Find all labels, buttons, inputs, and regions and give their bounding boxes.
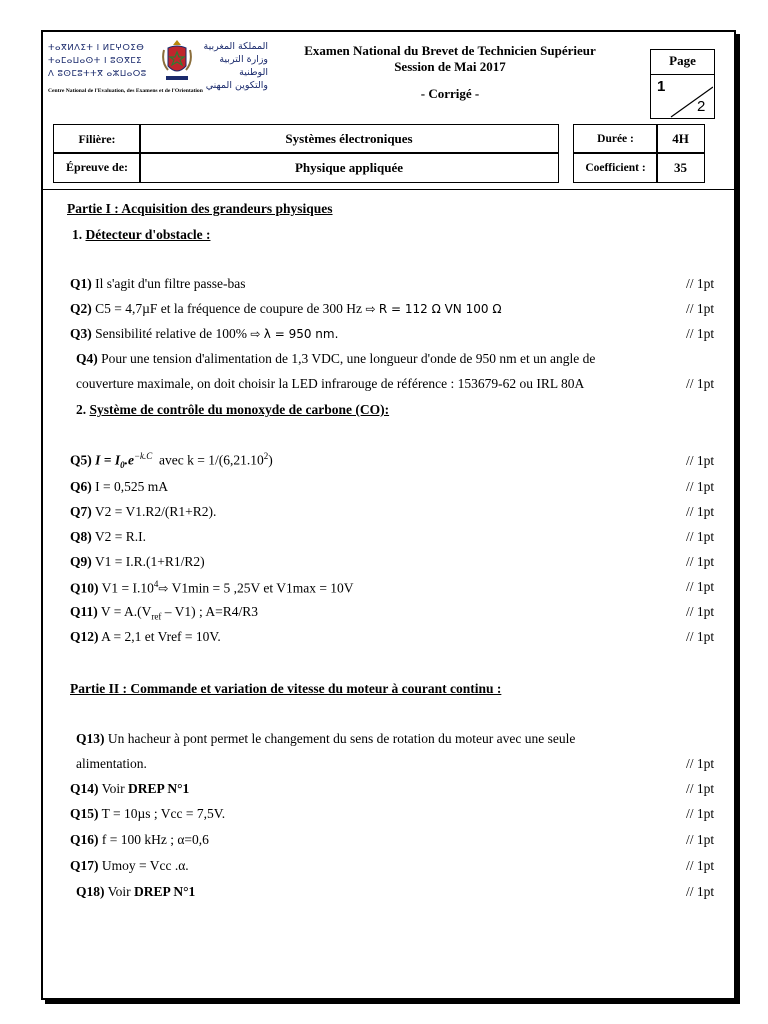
q17-text: Umoy = Vcc .α. [101,858,189,873]
q15-line [70,806,225,822]
subsection-title: Détecteur d'obstacle : [85,227,211,242]
q11-line [70,604,258,622]
coat-of-arms-icon [160,38,194,84]
q18-ref: DREP N°1 [134,884,196,899]
q7-label: Q7) [70,504,92,519]
center-name: Centre National de l'Evaluation, des Examens et de l'Orientation [48,88,203,94]
q2-text: C5 = 4,7µF et la fréquence de coupure de 300 Hz [95,301,363,316]
q12-label: Q12) [70,629,99,644]
subsection-2 [76,402,389,418]
page-label: Page [669,53,696,68]
logo-arabic-line: وزارة التربية الوطنية [219,54,268,78]
subsection-number: 1. [72,227,83,242]
exam-title-line1: Examen National du Brevet de Technicien Supérieur [304,43,596,58]
points: // 1pt [686,858,715,873]
q13-text-b: alimentation. [76,756,147,771]
page-number-box [650,49,715,119]
q6-label: Q6) [70,479,92,494]
q5-sup: 2 [263,451,269,461]
logo-arabic-line: المملكة المغربية [203,41,268,52]
q8-label: Q8) [70,529,92,544]
partie1-heading: Partie I : Acquisition des grandeurs physiques [67,201,333,216]
logo-arabic [198,40,268,92]
filiere-label: Filière: [53,124,141,154]
points: // 1pt [686,301,715,316]
points: // 1pt [686,781,715,796]
subsection-title: Système de contrôle du monoxyde de carbone (CO): [89,402,390,417]
q16-line [70,832,209,848]
q12-text: A = 2,1 et Vref = 10V. [101,629,221,644]
q3-text: Sensibilité relative de 100% [95,326,247,341]
q4-label: Q4) [76,351,98,366]
partie2-heading: Partie II : Commande et variation de vitesse du moteur à courant continu : [70,681,502,696]
logo-tifinagh-line: ⵜⴰⴳⵍⴷⵉⵜ ⵏ ⵍⵎⵖⵔⵉⴱ [48,43,145,53]
page-total: 2 [697,98,706,115]
duree-label: Durée : [573,124,658,154]
q14-ref: DREP N°1 [128,781,190,796]
q5-exp: −k.C [133,451,153,461]
q18-text: Voir [107,884,131,899]
q13-label: Q13) [76,731,105,746]
q2-result: R = 112 Ω VN 100 Ω [378,302,502,316]
ministry-logo [48,38,268,98]
q5-label: Q5) [70,452,92,468]
q17-line [70,858,189,874]
q1-label: Q1) [70,276,92,291]
q6-line [70,479,168,495]
q13-line-a [76,731,575,747]
coefficient-label: Coefficient : [573,152,658,183]
arrow-right-icon: ⇨ [365,302,376,316]
q1-text: Il s'agit d'un filtre passe-bas [95,276,246,291]
q18-label: Q18) [76,884,105,899]
points: // 1pt [686,629,715,644]
header-divider [41,189,736,190]
q2-line [70,301,502,317]
q10-text-b: V1min = 5 ,25V et V1max = 10V [171,580,354,596]
points: // 1pt [686,604,715,619]
points: // 1pt [686,479,715,494]
q14-text: Voir [101,781,125,796]
logo-tifinagh [48,42,147,81]
exam-session: Session de Mai 2017 [394,59,506,74]
q5-formula: I = I [95,452,121,468]
q1-line [70,276,245,292]
q14-line [70,781,189,797]
q3-result: λ = 950 nm. [263,327,339,341]
points: // 1pt [686,529,715,544]
q17-label: Q17) [70,858,99,873]
points: // 1pt [686,579,715,594]
points: // 1pt [686,756,715,771]
q8-text: V2 = R.I. [94,529,147,544]
q15-label: Q15) [70,806,99,821]
q11-text-b: – V1) ; A=R4/R3 [164,604,259,619]
points: // 1pt [686,806,715,821]
q3-label: Q3) [70,326,92,341]
q7-line [70,504,216,520]
epreuve-value: Physique appliquée [139,152,559,183]
subsection-1 [72,227,210,243]
points: // 1pt [686,884,715,899]
points: // 1pt [686,376,715,391]
q16-text: f = 100 kHz ; α=0,6 [101,832,209,847]
coefficient-value: 35 [656,152,705,183]
q10-label: Q10) [70,580,99,596]
q8-line [70,529,146,545]
q7-text: V2 = V1.R2/(R1+R2). [94,504,217,519]
q9-text: V1 = I.R.(1+R1/R2) [94,554,205,569]
duree-value: 4H [656,124,705,154]
q10-text-a: V1 = I.10 [101,580,154,596]
filiere-value: Systèmes électroniques [139,124,559,154]
q5-line [70,451,273,470]
q18-line [76,884,195,900]
corrige-label: - Corrigé - [420,86,480,101]
q16-label: Q16) [70,832,99,847]
q5-close: ) [268,452,273,468]
q10-line [70,579,354,597]
page-current: 1 [657,78,666,95]
points: // 1pt [686,326,715,341]
points: // 1pt [686,453,715,468]
logo-tifinagh-line: ⴷ ⵓⵙⵎⵓⵜⵜⴳ ⴰⵣⵡⴰⵔⵓ [48,69,147,79]
q2-label: Q2) [70,301,92,316]
points: // 1pt [686,554,715,569]
q4-text-b: couverture maximale, on doit choisir la LED infrarouge de référence : 153679-62 ou IRL 80A [76,376,585,391]
q11-text-a: V = A.(V [100,604,152,619]
points: // 1pt [686,832,715,847]
points: // 1pt [686,504,715,519]
q14-label: Q14) [70,781,99,796]
q11-sub: ref [151,611,162,622]
q6-text: I = 0,525 mA [95,479,168,494]
q5-sub: 0 [120,460,125,471]
q4-text-a: Pour une tension d'alimentation de 1,3 VDC, une longueur d'onde de 950 nm et un angle de [101,351,596,366]
epreuve-label: Épreuve de: [53,152,141,183]
q10-sup: 4 [153,579,159,589]
logo-tifinagh-line: ⵜⴰⵎⴰⵡⴰⵙⵜ ⵏ ⵓⵙⴳⵎⵉ [48,56,143,66]
q4-line-a [76,351,595,367]
subsection-number: 2. [76,402,87,417]
q5-exp-base: .e [124,452,134,468]
points: // 1pt [686,276,715,291]
q12-line [70,629,221,645]
q15-text: T = 10µs ; Vcc = 7,5V. [101,806,226,821]
q9-line [70,554,205,570]
q3-line [70,326,338,342]
q9-label: Q9) [70,554,92,569]
arrow-right-icon: ⇨ [158,581,169,596]
q5-text: avec k = 1/(6,21.10 [159,452,264,468]
q11-label: Q11) [70,604,98,619]
exam-title [270,43,630,75]
logo-arabic-line: والتكوين المهني [205,80,268,91]
arrow-right-icon: ⇨ [250,327,261,341]
q13-text-a: Un hacheur à pont permet le changement du sens de rotation du moteur avec une seule [107,731,576,746]
